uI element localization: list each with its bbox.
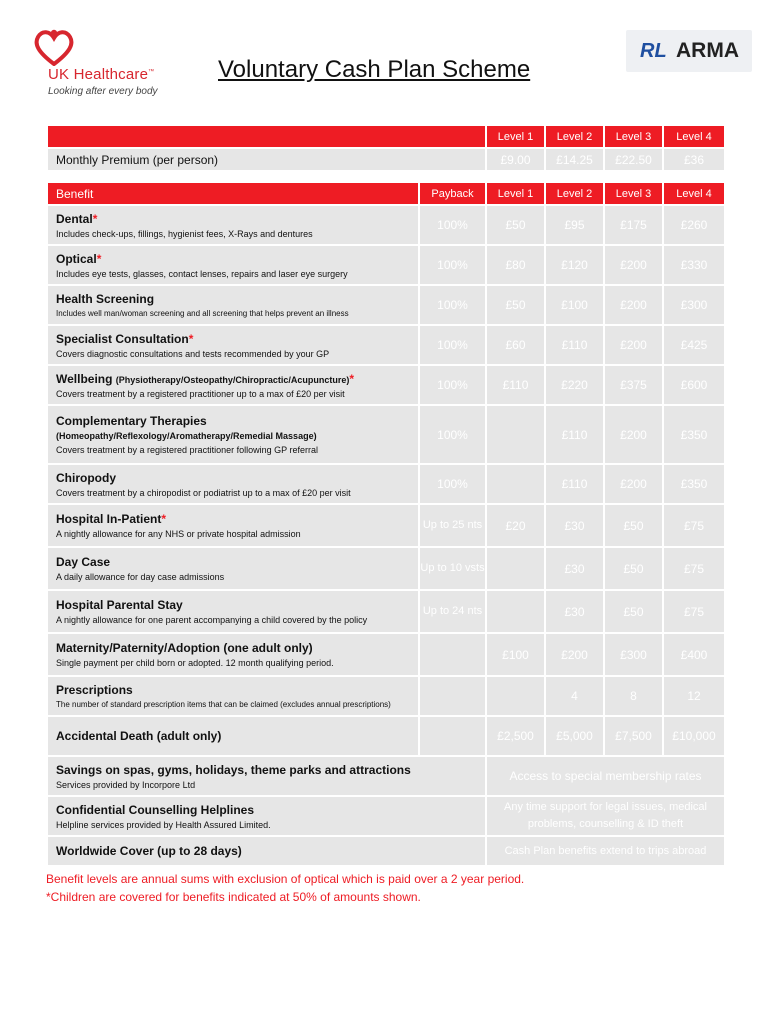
- heart-people-icon: [32, 28, 76, 66]
- benefit-row: [48, 206, 724, 244]
- level-value-cell: £30: [546, 505, 603, 546]
- level-value-cell: £200: [605, 246, 662, 284]
- level-value-cell: £80: [487, 246, 544, 284]
- payback-cell: 100%: [420, 326, 485, 364]
- benefit-description: The number of standard prescription items that can be claimed (excludes annual prescriptions): [56, 700, 391, 709]
- level-value-cell: £425: [664, 326, 724, 364]
- benefit-description: A daily allowance for day case admissions: [56, 572, 225, 582]
- level-value-cell: 4: [546, 677, 603, 715]
- benefit-row: [48, 677, 724, 715]
- benefit-star: *: [349, 371, 355, 386]
- benefit-title: [56, 555, 418, 569]
- arma-wordmark: ARMA: [676, 39, 739, 62]
- level-value-cell: £110: [546, 406, 603, 463]
- benefit-description: A nightly allowance for any NHS or private hospital admission: [56, 529, 301, 539]
- premium-table: [46, 124, 726, 172]
- benefit-cell: [48, 465, 418, 503]
- level-value-cell: £7,500: [605, 717, 662, 755]
- arma-mark-icon: RL: [640, 40, 667, 62]
- benefit-row: [48, 717, 724, 755]
- arma-logo: [626, 30, 752, 72]
- level-value-cell: £200: [546, 634, 603, 675]
- level-value-cell: [487, 591, 544, 632]
- benefit-row: [48, 591, 724, 632]
- benefit-star: *: [96, 251, 102, 266]
- payback-cell: 100%: [420, 465, 485, 503]
- benefit-cell: [48, 591, 418, 632]
- payback-cell: [420, 634, 485, 675]
- level-value-cell: £50: [605, 505, 662, 546]
- benefit-name: Specialist Consultation: [56, 331, 189, 346]
- payback-cell: [420, 717, 485, 755]
- extra-benefit-description: Helpline services provided by Health Assured Limited.: [56, 819, 271, 830]
- level-column-header: Level 2: [546, 183, 603, 204]
- benefit-star: *: [92, 211, 98, 226]
- benefit-description: Single payment per child born or adopted. 12 month qualifying period.: [56, 658, 334, 668]
- benefit-cell: [48, 634, 418, 675]
- extra-benefit-description: Services provided by Incorpore Ltd: [56, 779, 196, 790]
- level-value-cell: £350: [664, 406, 724, 463]
- benefit-title: [56, 372, 418, 386]
- benefit-row: [48, 634, 724, 675]
- level-value-cell: £110: [546, 326, 603, 364]
- premium-level-header: Level 3: [605, 126, 662, 147]
- extra-benefit-text: Cash Plan benefits extend to trips abroad: [487, 837, 724, 865]
- benefit-name: Optical: [56, 251, 97, 266]
- page-title: Voluntary Cash Plan Scheme: [218, 56, 531, 83]
- level-value-cell: £300: [605, 634, 662, 675]
- benefit-title: [56, 729, 418, 743]
- uk-healthcare-logo: [28, 28, 188, 100]
- payback-cell: Up to 25 nts: [420, 505, 485, 546]
- brand-name: UK Healthcare™: [48, 66, 155, 83]
- level-value-cell: [487, 677, 544, 715]
- benefit-title: [56, 292, 418, 306]
- level-value-cell: £400: [664, 634, 724, 675]
- level-value-cell: £330: [664, 246, 724, 284]
- benefit-description: Includes check-ups, fillings, hygienist fees, X-Rays and dentures: [56, 228, 313, 239]
- level-value-cell: £200: [605, 406, 662, 463]
- benefit-cell: [48, 677, 418, 715]
- level-value-cell: £95: [546, 206, 603, 244]
- benefit-description: Covers treatment by a registered practitioner following GP referral: [56, 445, 318, 455]
- level-value-cell: £50: [487, 286, 544, 324]
- benefit-cell: [48, 548, 418, 589]
- level-value-cell: £50: [487, 206, 544, 244]
- level-value-cell: £75: [664, 505, 724, 546]
- benefit-cell: [48, 286, 418, 324]
- benefit-line2: (Homeopathy/Reflexology/Aromatherapy/Remedial Massage): [56, 431, 317, 441]
- benefit-cell: [48, 326, 418, 364]
- level-value-cell: 8: [605, 677, 662, 715]
- level-value-cell: £200: [605, 465, 662, 503]
- extra-benefit-name: Confidential Counselling Helplines: [56, 802, 255, 817]
- level-value-cell: £100: [487, 634, 544, 675]
- level-value-cell: £5,000: [546, 717, 603, 755]
- benefit-title: [56, 212, 418, 226]
- benefit-title: [56, 598, 418, 612]
- payback-cell: 100%: [420, 206, 485, 244]
- extra-benefit-row: [48, 837, 724, 865]
- level-value-cell: 12: [664, 677, 724, 715]
- benefit-title: [56, 683, 418, 697]
- payback-cell: 100%: [420, 366, 485, 404]
- level-value-cell: £110: [487, 366, 544, 404]
- level-value-cell: £600: [664, 366, 724, 404]
- level-value-cell: £100: [546, 286, 603, 324]
- benefit-star: *: [188, 331, 194, 346]
- benefit-name: Dental: [56, 211, 93, 226]
- benefit-cell: [48, 366, 418, 404]
- level-value-cell: [487, 548, 544, 589]
- level-value-cell: £220: [546, 366, 603, 404]
- benefit-row: [48, 366, 724, 404]
- benefit-description: Covers treatment by a registered practitioner up to a max of £20 per visit: [56, 388, 345, 399]
- benefit-title: [56, 252, 418, 266]
- premium-value: £9.00: [487, 149, 544, 170]
- payback-cell: [420, 677, 485, 715]
- benefit-subtitle: (Physiotherapy/Osteopathy/Chiropractic/Acupuncture): [115, 374, 350, 385]
- benefit-cell: [48, 717, 418, 755]
- extra-benefit-name: Savings on spas, gyms, holidays, theme parks and attractions: [56, 762, 411, 777]
- level-value-cell: £2,500: [487, 717, 544, 755]
- payback-cell: Up to 24 nts: [420, 591, 485, 632]
- benefit-cell: [48, 206, 418, 244]
- extra-benefit-row: [48, 757, 724, 795]
- benefit-cell: [48, 246, 418, 284]
- level-value-cell: [487, 406, 544, 463]
- benefit-title: [56, 332, 418, 346]
- benefit-row: [48, 286, 724, 324]
- level-value-cell: £10,000: [664, 717, 724, 755]
- level-value-cell: £75: [664, 548, 724, 589]
- extra-benefit-text: Access to special membership rates: [487, 757, 724, 795]
- premium-level-header: Level 2: [546, 126, 603, 147]
- level-value-cell: [487, 465, 544, 503]
- level-value-cell: £260: [664, 206, 724, 244]
- level-column-header: Level 4: [664, 183, 724, 204]
- benefit-name: Wellbeing: [56, 371, 113, 386]
- footnote-benefit-levels: Benefit levels are annual sums with exclusion of optical which is paid over a 2 year period.: [46, 872, 525, 886]
- level-column-header: Level 1: [487, 183, 544, 204]
- benefit-row: [48, 246, 724, 284]
- premium-value: £22.50: [605, 149, 662, 170]
- monthly-premium-label: Monthly Premium (per person): [48, 149, 485, 170]
- level-value-cell: £350: [664, 465, 724, 503]
- extra-benefit-cell: [48, 797, 485, 835]
- brand-tagline: Looking after every body: [48, 86, 158, 97]
- payback-cell: 100%: [420, 406, 485, 463]
- benefit-name: Hospital Parental Stay: [56, 598, 183, 612]
- benefit-title: [56, 471, 418, 485]
- extra-benefit-name: Worldwide Cover (up to 28 days): [56, 844, 242, 858]
- level-column-header: Level 3: [605, 183, 662, 204]
- level-value-cell: £50: [605, 591, 662, 632]
- level-value-cell: £375: [605, 366, 662, 404]
- payback-cell: 100%: [420, 246, 485, 284]
- benefits-table: [46, 181, 726, 867]
- benefit-column-header: Benefit: [48, 183, 418, 204]
- benefit-name: Prescriptions: [56, 683, 133, 697]
- benefit-description: Includes well man/woman screening and all screening that helps prevent an illness: [56, 309, 349, 318]
- premium-value: £14.25: [546, 149, 603, 170]
- benefit-cell: [48, 406, 418, 463]
- benefit-description: Includes eye tests, glasses, contact lenses, repairs and laser eye surgery: [56, 268, 348, 279]
- level-value-cell: £175: [605, 206, 662, 244]
- level-value-cell: £200: [605, 286, 662, 324]
- benefit-cell: [48, 505, 418, 546]
- benefit-name: Maternity/Paternity/Adoption (one adult only): [56, 641, 313, 655]
- benefit-name: Complementary Therapies: [56, 414, 207, 428]
- benefit-name: Day Case: [56, 555, 111, 569]
- premium-header-blank: [48, 126, 485, 147]
- payback-column-header: Payback: [420, 183, 485, 204]
- level-value-cell: £200: [605, 326, 662, 364]
- benefit-description: Covers treatment by a chiropodist or podiatrist up to a max of £20 per visit: [56, 487, 351, 498]
- level-value-cell: £30: [546, 548, 603, 589]
- payback-cell: 100%: [420, 286, 485, 324]
- extra-benefit-row: [48, 797, 724, 835]
- benefit-row: [48, 326, 724, 364]
- payback-cell: Up to 10 vsts: [420, 548, 485, 589]
- benefit-description: A nightly allowance for one parent accompanying a child covered by the policy: [56, 615, 368, 625]
- benefit-row: [48, 505, 724, 546]
- benefit-name: Health Screening: [56, 292, 155, 306]
- benefit-name: Chiropody: [56, 470, 116, 485]
- benefit-row: [48, 406, 724, 463]
- benefit-title: [56, 641, 418, 655]
- benefit-title: [56, 414, 418, 428]
- level-value-cell: £50: [605, 548, 662, 589]
- benefit-row: [48, 548, 724, 589]
- extra-benefit-cell: [48, 757, 485, 795]
- benefit-star: *: [161, 512, 167, 526]
- benefit-row: [48, 465, 724, 503]
- level-value-cell: £60: [487, 326, 544, 364]
- level-value-cell: £300: [664, 286, 724, 324]
- extra-benefit-cell: [48, 837, 485, 865]
- level-value-cell: £120: [546, 246, 603, 284]
- level-value-cell: £75: [664, 591, 724, 632]
- premium-level-header: Level 1: [487, 126, 544, 147]
- footnote-children: *Children are covered for benefits indicated at 50% of amounts shown.: [46, 890, 421, 904]
- benefit-title: [56, 512, 418, 526]
- extra-benefit-text: Any time support for legal issues, medical problems, counselling & ID theft: [487, 797, 724, 835]
- benefit-name: Accidental Death (adult only): [56, 729, 222, 743]
- level-value-cell: £110: [546, 465, 603, 503]
- premium-value: £36: [664, 149, 724, 170]
- level-value-cell: £20: [487, 505, 544, 546]
- level-value-cell: £30: [546, 591, 603, 632]
- benefit-name: Hospital In-Patient: [56, 512, 162, 526]
- premium-level-header: Level 4: [664, 126, 724, 147]
- benefit-description: Covers diagnostic consultations and tests recommended by your GP: [56, 348, 330, 359]
